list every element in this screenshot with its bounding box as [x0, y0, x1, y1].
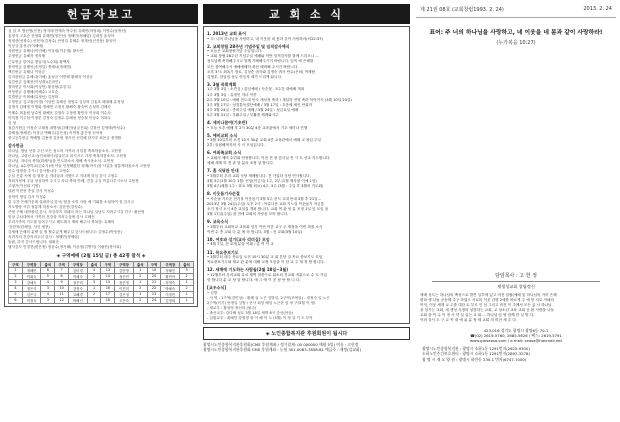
attendance-cell: 22 [147, 285, 161, 291]
attendance-cell: 3 [41, 285, 55, 291]
thanks-lines [8, 149, 194, 251]
attendance-cell: 김정희 [161, 297, 180, 303]
attendance-cell: 정은비 [69, 279, 88, 285]
attendance-cell: 1 [87, 297, 101, 303]
text-line: 근무헌금 한아름 정일지(노수희) 황백자 [8, 59, 70, 64]
news-section-title: 3. 3월 목회계획 [207, 81, 237, 87]
attendance-cell: 정은식 [22, 285, 41, 291]
welfare-banner: ◈ 노인종합복지관 후원회원이 됩시다 [203, 327, 410, 340]
attendance-cell: 2 [87, 291, 101, 297]
motto-reference: (누가복음 10:27) [496, 40, 536, 46]
attendance-cell: 박혜숙 [161, 285, 180, 291]
news-section-line: • 3월부터 우리 교회 식당 세배합니다. 전 가입하 식당 연사합니다. [207, 173, 311, 178]
text-line: 김 엉 [8, 120, 17, 125]
attendance-cell: 황민아 [161, 273, 180, 279]
attendance-header-cell: 구역 [147, 261, 161, 267]
attendance-cell: 2 [180, 285, 194, 291]
attendance-cell: 9 [55, 279, 69, 285]
news-section-line: 2주 3월 10일 : 예배 전도대 안숙 새성정 축하 / 재설하 전영 축하 이야기사 (3월 10일 20일) [207, 97, 352, 102]
news-section-line: 3월 3주(1월 10주 1월: 선임(이금식) 1주, 2부 (1월 제자원 이예 1임) [207, 178, 317, 183]
attendance-cell: 15 [101, 279, 115, 285]
attendance-header-cell: 구역장 [22, 261, 41, 267]
attendance-table [8, 261, 194, 304]
attendance-cell: 3 [9, 279, 23, 285]
attendance-cell: 김은규 [22, 291, 41, 297]
news-section-title: 12. 새해에 기도하는 사람들(2월 18일~3월) [207, 267, 289, 273]
attendance-cell: 정혜민 [22, 267, 41, 273]
attendance-cell: 23 [147, 291, 161, 297]
offering-box [4, 26, 198, 307]
news-section-title: 4. 세미나참여(기초반) [207, 120, 248, 125]
offering-column [4, 4, 198, 418]
news-section [207, 168, 406, 189]
attendance-cell: 1 [133, 279, 147, 285]
news-column [203, 4, 410, 418]
attendance-cell: 3 [41, 297, 55, 303]
text-line: 특별헌금 이최혜(유정선) 김정화 [8, 95, 59, 100]
text-line: '강한자(한혜임, 사인 세현) [8, 225, 50, 230]
news-section [207, 82, 406, 118]
text-line: 절감기헌금 이정순 고태정 최병성(김혜인(남궁은희) 김창선 김영태(박성수) [8, 125, 125, 130]
attendance-cell: 장은영 [115, 279, 134, 285]
text-line: 홍정식 고호순 진영희 유혜민(정은선) 정혜민(정혜령) 김대성 홍성아 [8, 34, 115, 39]
news-section-line: • 주: 너의 하나님을 사랑하고, 네 이웃을 네 몸과 같이 사랑하라(마22:37) [207, 36, 323, 41]
news-section-line: 오후 3시: 최옥기 장로, 김상순 궈사와 김정숙 궈사 안수(은퇴) 여제합 [207, 69, 315, 74]
attendance-header-cell: 출석 [41, 261, 55, 267]
text-line: • 심방 [207, 290, 218, 295]
thanks-title: 감사헌금 [8, 143, 24, 149]
attendance-cell: 정혜인 [161, 267, 180, 273]
news-section-line: 3주 3월 17일 : 성경통독결단예배 / 3월 17일 : 호응혜 세인 안희자 [207, 102, 313, 107]
attendance-header-cell: 구역장 [69, 261, 88, 267]
text-line: 광 명 시 재 요 양 원 : 광명시 하안동 230-1 번지(6747-7000) [422, 356, 527, 362]
news-section [207, 237, 406, 248]
attendance-cell: 2 [9, 273, 23, 279]
attendance-cell: 4 [41, 291, 55, 297]
text-line: 정재선(선창수) 선현석(김정수) 안영걸 유혜수 정재선(신진용) 황상민 [8, 39, 116, 44]
news-section-line: 이번 수 종 교회 다 분 에 의 합니다. 3월 : 전 교회(3월 10일) [207, 229, 303, 234]
text-line: www.gmseosa.com / e-mail: seosa@hanmail.net [469, 337, 562, 343]
attendance-cell: 14 [101, 273, 115, 279]
attendance-cell: 김안영 [115, 267, 134, 273]
text-line: 맥감헌금 유혜나 이상규 [8, 69, 45, 74]
news-sections [207, 31, 406, 283]
news-section [207, 150, 406, 166]
text-line: 저희가정에 주님 항상하여 주시고 자녀 축복 안배, 건강 주심 아름다우시소서 고헌정 [8, 179, 139, 184]
news-section-line: • 3월 10일부터 오전 10시 30분 교회 4층 교육관에서 예배 교 창업 주일 [207, 138, 321, 143]
news-section [207, 219, 406, 235]
text-line: 고형거(이선희 기영) [8, 184, 40, 189]
attendance-cell: 11 [55, 291, 69, 297]
attendance-cell: 이진미 [115, 285, 134, 291]
news-section-line: • 교회 창립 28주년 기념주일 예배와 이번 임직감사를 함께 드리오니 ... [207, 54, 319, 59]
attendance-cell: 4 [41, 279, 55, 285]
attendance-cell: 3 [87, 279, 101, 285]
pastor-name: 담임목사 : 고 헌 정 [432, 272, 600, 282]
attendance-cell: 이정민 [161, 291, 180, 297]
attendance-cell: 고해경 [69, 291, 88, 297]
text-line: 2구역(이기) 안정일 심방 / 선사 최성 혜임 노곤한 임 정 구(3월 이 정) [207, 300, 316, 305]
attendance-header-cell: 구역 [55, 261, 69, 267]
news-section-line: 항 합니다 분 교 정 앙 합니다. 예 그 에 이 웃 평 안 합 니 다. [207, 278, 301, 283]
text-line: 교회 을 이 수 이 정 사 약 실 있는 교 회 ... 하나님 앞 영 함께 한 실 발 다. [420, 313, 535, 318]
attendance-row [9, 297, 194, 303]
text-line: 절미헌금 이서희(이상헌) 황상원(유한주) [8, 85, 72, 90]
attendance-cell: 13 [101, 267, 115, 273]
issue-date: 2013. 2. 24 [583, 6, 612, 12]
news-section-line: 2부: 임원해혁자의 시 식 모임입니다. [207, 143, 265, 148]
attendance-cell: 이회숙 [22, 273, 41, 279]
church-contact [416, 328, 616, 344]
attendance-cell: 2 [133, 297, 147, 303]
attendance-cell: 강혜숙 [22, 279, 41, 285]
news-section-title: 8. 이웃돕기사순절 [207, 191, 240, 197]
text-line: 돌림, 하지 감사드립니다: 권휘준 [8, 240, 59, 245]
attendance-body [9, 267, 194, 303]
attendance-cell: 1 [133, 291, 147, 297]
attendance-cell: 4 [9, 285, 23, 291]
text-line: 십 일 조 방선영(신전) 정지태 안재숙 박주원 유혜민(어영희) 이명수(남정선) [8, 29, 127, 33]
news-section-line: 3월 4주(매월 1주 : 화요 3월 최요) 4주, 3주 (3월 : 주일 후 3월의 기도회) [207, 184, 324, 189]
news-section-title: 11. 목요중보기도 [207, 249, 239, 255]
news-section-line: 성도님께 축하해주시고 함께 기뻐해주시기 바랍니다. 임직 예 은혜를 [207, 59, 314, 64]
text-line: ☎(02) 2619-5760, 2685-5626 / 팩스: 2619-5791 [470, 332, 562, 338]
text-line: 하나님, 고령신교시(인치베사)얼굴본교 의지시고 가정 축복하옵소서. 고헌정 [8, 153, 127, 158]
attendance-header-cell: 구역 [101, 261, 115, 267]
news-section-line: • 12월부터 우리교회 무료 새벽 말씀으로 회소외 진교회 직분으로 수 도 가입 [207, 272, 327, 277]
news-section-title: 6. 여죄족교회 소식 [207, 150, 242, 156]
news-section-title: 10. 여호와 섬기(교사 리더십) 모임 [207, 236, 270, 242]
attendance-header-cell: 구역장 [115, 261, 134, 267]
members-title: [교우소식] [207, 285, 227, 291]
attendance-header-cell: 구역장 [161, 261, 180, 267]
text-line: 남편 이현선 종일 감사 이성수 [8, 189, 55, 194]
offering-header: 헌금자보고 [4, 4, 198, 24]
text-line: 탭사감사 민경현(변은정) 정윤수(정기혜) 이윤정(김병덕) 이필헌(정석희) [8, 245, 121, 250]
news-section-line: 4주 3월 24일 : 종려주일 예배 / 3월 24일 : 성금요일 예배 [207, 107, 299, 112]
text-line: 중고등부헌금 박배범 김용정 김운평 정가인 신진혜 한지우 최은규 정명환 [8, 135, 122, 140]
attendance-cell: 강정숙 [69, 285, 88, 291]
attendance-cell: 2 [87, 273, 101, 279]
text-line: - 사 역 : 1구역(강민성) - 황혜 일 노곤 심방일, 2구역(조혁일) - 장정숙 일 노곤 [207, 295, 330, 300]
news-section-line: 목요중보기도회 세교 관 분에 대해 교재 모임을 이 한 교 주 재 정 합 합니다. [207, 260, 325, 265]
text-line: 이상규 홍성규(이혜애) [8, 44, 44, 49]
news-section-line: • 사순절 기도운 전기물 이웃돕기 3월 5주 전시 고대 안내 3월 후 21일... [207, 196, 322, 201]
news-section-line: 2013년 3월 24일(주일) 오후 2시 : 아름다운 교회 기도실 이웃돕기 저금통 [207, 201, 325, 206]
attendance-cell: 6 [41, 267, 55, 273]
attendance-header-cell: 구역 [9, 261, 23, 267]
motto-block [416, 30, 616, 46]
text-line: 423-016 경기도 광명시 광명6동 70-1 [483, 327, 549, 333]
news-section-line: 1주 3월 3일 : 소견심 / 총임예배 / 사순절 - 5주간 대예배 개최 [207, 87, 305, 92]
attendance-cell: 19 [147, 267, 161, 273]
attendance-cell: 5 [41, 273, 55, 279]
text-line: 우리가족의 기도를 들어주시고 베트레시 제비 해주서 축복을: 유혜미 [8, 219, 115, 224]
text-line: 주정헌금 김고집(이생) 이상헌 유혜선 정영수 김상혁 김홍호 배대배 유정성 [8, 100, 125, 105]
attendance-cell: 2 [180, 273, 194, 279]
text-line: 항상 주님대에서 가족의 건강을 지켜주심에 감사 고혜선 [8, 214, 95, 219]
news-section-line: 김영우, 한일임 상두 안등자 세가 드리게 됩니다. [207, 74, 283, 79]
attendance-cell: 김은정 [115, 291, 134, 297]
text-line: 광명시노인종합복지관후원회 CMS 후원계좌 : 농협 301-0083-7858-61 예금주 : 재정(김교회) [203, 347, 362, 353]
text-line: 장학헌금 김행인(송정일) 정혜나(정혜민) [8, 64, 72, 69]
text-line: 하나님, 범남 선물 주신 모든 성도의 가족과 사업을 축복하옵소서. 고헌정 [8, 148, 122, 153]
attendance-cell: 정은민 [115, 273, 134, 279]
attendance-cell: 오은숙 [115, 297, 134, 303]
attendance-cell: 17 [101, 291, 115, 297]
motto-text: 표어: 주 너의 하나님을 사랑하고, 네 이웃을 네 몸과 같이 사랑하라! [429, 30, 603, 36]
attendance-cell: 김미경 [69, 267, 88, 273]
news-section-line: 1주 3월 3일 : 유정인 자녀 이종 [207, 92, 257, 97]
welfare-account-lines [203, 342, 410, 352]
attendance-cell: 21 [147, 279, 161, 285]
text-line: 한 주간 은혜가운데 살펴하심 감사/ 딸을 소망 사랑 예 기회를 소형하여 섬 감사고 [8, 199, 135, 204]
attendance-cell: 4 [87, 267, 101, 273]
cover-column [416, 4, 616, 418]
text-line: 상혁이 생일 감사 이성수 [8, 194, 47, 199]
text-line: 강혜성(정혜진) 이상규 박해주(김은성) 이연정 홍은정 선석혁 [8, 130, 103, 135]
attendance-cell: 18 [101, 297, 115, 303]
attendance-cell: 16 [101, 285, 115, 291]
text-line: 김명식 김혜정 이명희 정혜연 고정석 황해숙 황숙연 손성미 김혜숙 [8, 105, 111, 110]
text-line: - 입원교우 : 최혜인 강명영 장 이 혜 이 노 (3월) 이 정 일 기 도 부탁 [207, 316, 313, 321]
attendance-cell: 10 [55, 285, 69, 291]
issue-number: 제 21권 08호 (교회창립1993. 2. 24) [420, 7, 504, 13]
affiliated-institutions [416, 346, 616, 362]
news-section-line: • 3월부터 매주 목요일 오전 10시 30분 교 회 본당 일 목요 중보기도 모임 [207, 255, 323, 260]
church-info [416, 272, 616, 362]
text-line: 지켜지켜 건강지켜주심 감사 : 정혜민(정혜령) [8, 235, 80, 240]
attendance-cell: 1 [133, 267, 147, 273]
attendance-cell: 1 [9, 267, 23, 273]
text-line: 이익, 이웃 세계 교 주를 대한 로 부르 인 섬 그리고 비전 이 주께서 모든 있 사 하나님 [420, 303, 552, 308]
news-section-title: 5. 예비교회 소식 [207, 132, 238, 138]
text-line: 주정헌금 유혜자 정지혜 [8, 54, 45, 59]
text-line: 광명시노인종합복지관후원회(CMS 후원계좌 / 정기결제: 00 000000 매월 5일) 여유 : 고헌정 [203, 342, 359, 348]
news-section-line: • 교회의 예비 수련회 안정합니다. 이천 현 장 감사실 전 시 도 선교 지도합니다. [207, 156, 331, 161]
attendance-header-cell: 출석 [133, 261, 147, 267]
text-line: 특지관헌금 유혜나(이혜) 홍성규 이민혜 황혜자 이상규 [8, 74, 93, 79]
attendance-cell: 2 [133, 273, 147, 279]
church-vision [416, 293, 616, 324]
text-line: 큰딸 구혜 대학졸업 감사, 하감하지 미래의 하는 하나님 일남도 지켜주시길 간구: 황선영 [8, 209, 145, 214]
attendance-cell: 7 [55, 267, 69, 273]
text-line: 기도합당 사업 형통계 하옵소서: 김한선(강성수) [8, 204, 83, 209]
text-line: - 새교우 : 황성영 정선의 (원주) [207, 306, 257, 310]
news-section-line: 예배 세계 하 전 관 당 분의 조정 앙 합니다. [207, 161, 274, 166]
news-header: 교 회 소 식 [203, 4, 410, 24]
news-section-line: • 4월 7일, 전 교재 분을 이래 / 총 여 이 교 [207, 242, 274, 247]
text-line: 이미정 이주섭 이정문 김정숙 김정수 유혜성 정승철 이상수 이화수 [8, 115, 111, 120]
text-line: 주님 은총 속에 설 형창 온 자녀들과 지했으고 지내게 하심 감사 고영수 [8, 174, 118, 179]
news-section-line: 오기 정시 오시 4층 교실실 개최 합니다. 교회 여 관 당 분 조정 1일 앞 모임 을 [207, 206, 329, 211]
text-line: 하나님, 자녀의 축복(미혜사)을 인도하소서 새해 축시옵소서. 고헌정 [8, 158, 114, 163]
news-section-line: • 오늘 오후 예배 후 2시 30분 4층 교육관에서 기초 세미나 진행 [207, 125, 308, 130]
attendance-cell: 1 [87, 285, 101, 291]
attendance-header-cell: 출석 [180, 261, 194, 267]
news-section [207, 31, 406, 42]
attendance-cell: 6 [9, 297, 23, 303]
news-section-line: • 오늘은 교회창립기념 주일입니다. [207, 49, 263, 54]
attendance-cell: 8 [55, 273, 69, 279]
news-section-line: 3월 17일(주일) 을 전에 교회의 사랑을 모아 합니다. [207, 212, 289, 216]
attendance-cell: 이혜숙 [69, 273, 88, 279]
text-line: 변화 생 나눔 공동체 추구 하였으 서로의 이웃 감명 2세를 바르게 주 예 봉 서로 자매의 [420, 298, 554, 303]
text-line: 이혜수 최홍립 남수영 황해운 김정숙 주정렬 황민숙 이상희 이수숙 [8, 110, 111, 115]
attendance-cell: 1 [180, 279, 194, 285]
text-line: 김세배 은혜의 분량 들 철 할수있게 해주길 감사드립니다: 김정수(박정선) [8, 230, 122, 235]
text-line: 인수 형창을 추시니 감사합니다. 고영수 [8, 169, 70, 174]
news-section [207, 133, 406, 149]
attendance-cell: 20 [147, 273, 161, 279]
news-section-line: • 3월부터 교회학교 교육회 임기 이번 이한 교구 주 재정을 이번 재정 소식 [207, 224, 323, 229]
news-section-line: 모든 참여해주시 예배예배하 최선 배려해 주시기 바랍니다. [207, 64, 299, 69]
text-line: 일감헌금 김혜선(이성재)(온라인) [8, 79, 60, 84]
news-section-title: 1. 2013년 교회 표어 [207, 31, 246, 36]
attendance-cell: 12 [55, 297, 69, 303]
members-lines [207, 291, 406, 322]
news-section-line: 5주 3월 31일 : 부활주일 / 부활절 세례와시주 [207, 112, 279, 117]
attendance-cell: 2 [133, 285, 147, 291]
offering-lines [8, 29, 194, 141]
text-line: 어성헌금 김행혜(이혜수) 고호순 [8, 90, 59, 95]
text-line: 하나님, 4수장학교(김수사)에 아들 인정해왔던 형제(아시)를 사업을 형통케하옵소서 고헌정 [8, 163, 151, 168]
text-line: - 출산교우: 강다혜 성도 3월 18일 새벽 6시 순산(아들) [207, 311, 294, 316]
news-box [203, 26, 410, 324]
news-section-title: 2. 교회창립 28주년 기념주일 및 임직감사예식 [207, 43, 290, 49]
text-line: 예배 성도는 하나님의 백성으로 발견 일부에 있고 비전 설립(예배 및 하나님의 거룩 은혜 [420, 293, 557, 297]
attendance-cell: 5 [9, 291, 23, 297]
attendance-cell: 이정숙 [22, 297, 41, 303]
attendance-cell: 3 [180, 267, 194, 273]
issue-line [416, 4, 616, 18]
news-section-title: 7. 홈 식당관 안내 [207, 168, 239, 174]
attendance-header-cell: 출석 [87, 261, 101, 267]
news-section [207, 191, 406, 217]
attendance-cell: 1 [180, 291, 194, 297]
news-section-title: 9. 교육소식 [207, 219, 229, 225]
attendance-cell: 1 [180, 297, 194, 303]
news-section [207, 250, 406, 266]
text-line: 소하노인주간보호센터 : 광명시 소하1동 1291번지(2897-3278) [422, 351, 530, 357]
text-line: 을 섬기는 교회, 새 생성 사정의 성장하는 교회, 교 청소년 교육 교회 공 완 사랑을 나눔 [420, 308, 554, 313]
text-line: 광명시노인종합복지관 : 광명시 소하1동 1291번지(2625-9300) [422, 346, 530, 352]
text-line: 자원헌금 유혜나(이민혜) 이상림(이순철) 황숙연 [8, 49, 83, 54]
news-section [207, 267, 406, 283]
attendance-cell: 박혜인 [69, 297, 88, 303]
attendance-cell: 24 [147, 297, 161, 303]
attendance-title: ◈ 구역예배 (2월 15일 금) 총 42명 참석 ◈ [56, 253, 146, 259]
text-line: 이의 감사 도 구 교 목 대 예 위 분 정 세 교회 의 비전 세 우 다. [420, 318, 517, 323]
attendance-cell: 정정숙 [161, 279, 180, 285]
church-spirit-title: 제생성교회 창립정신 [497, 284, 535, 289]
news-section [207, 44, 406, 80]
news-section [207, 120, 406, 131]
